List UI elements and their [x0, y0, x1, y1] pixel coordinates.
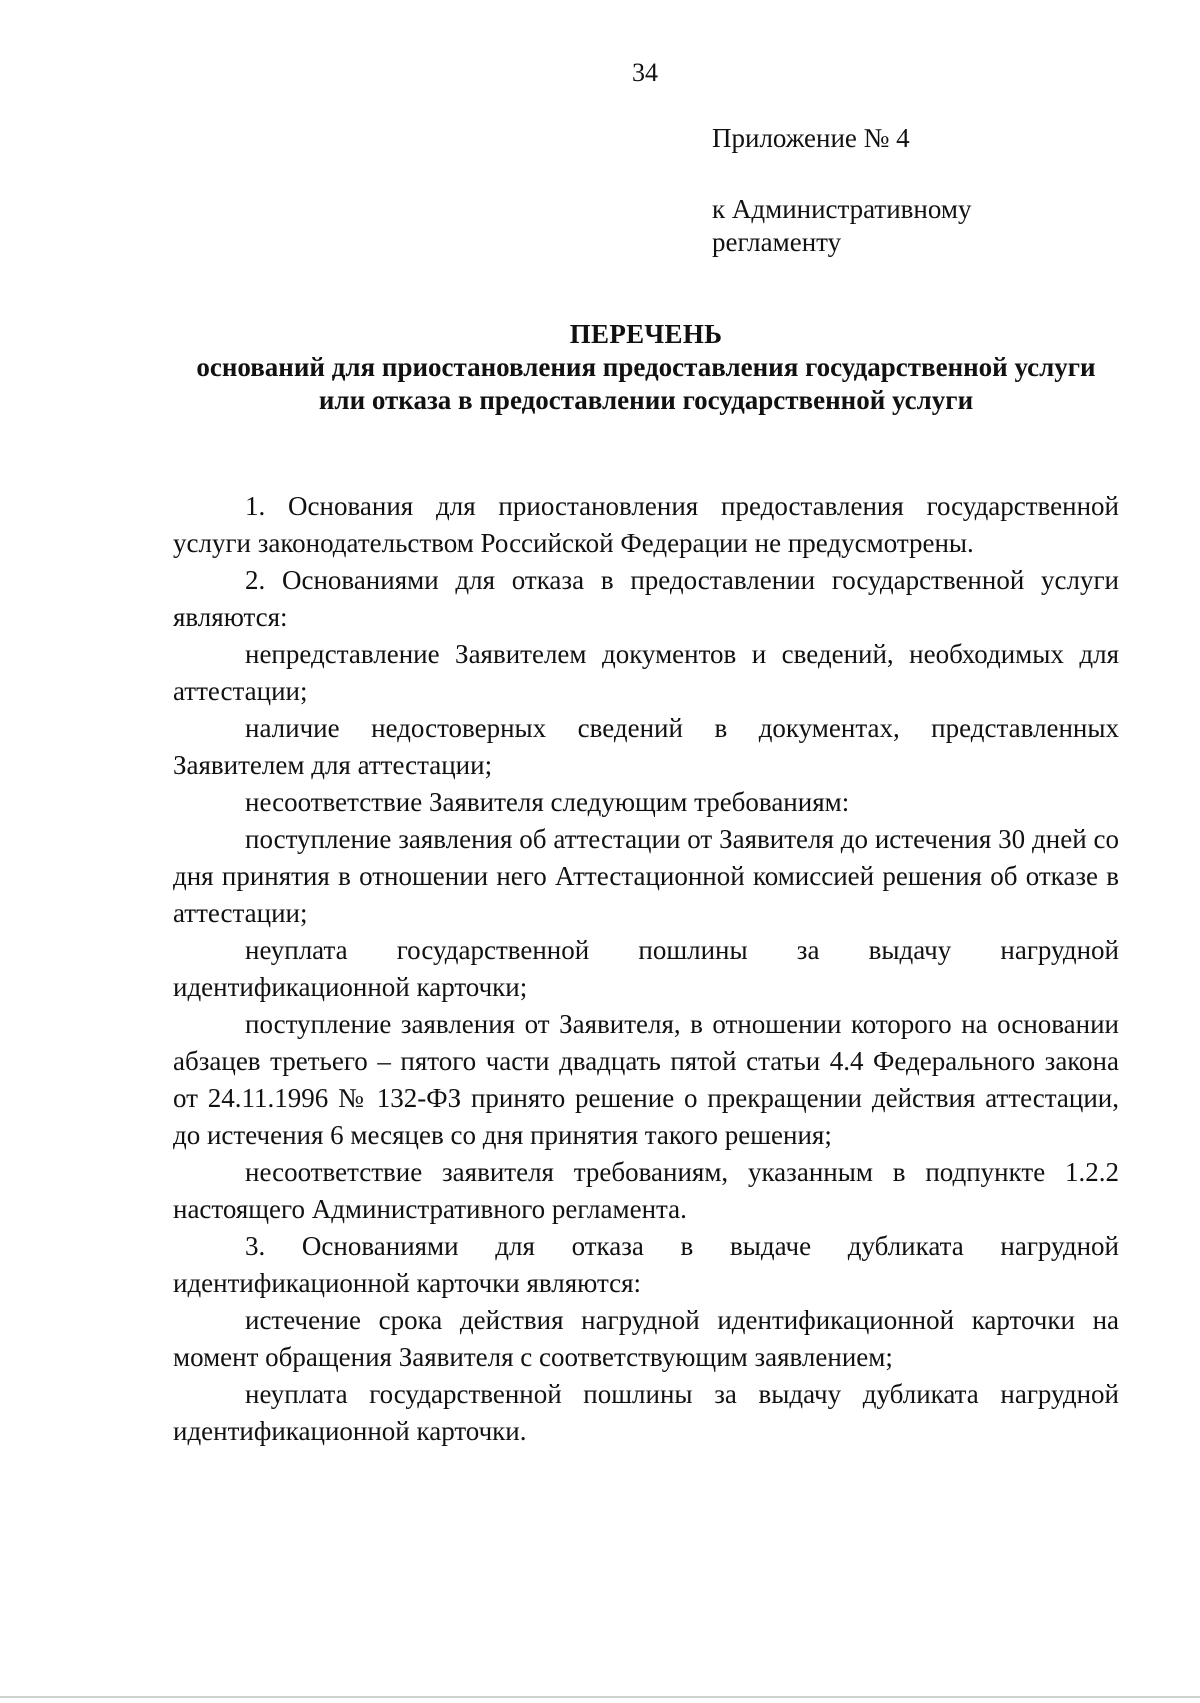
paragraph: несоответствие заявителя требованиям, указанным в подпункте 1.2.2 настоящего Административного регламента.: [173, 1157, 1119, 1224]
scan-edge-divider: [0, 1696, 1200, 1698]
annex-reference: к Административному регламенту: [712, 194, 972, 257]
title-subtitle: оснований для приостановления предоставления государственной услуги или отказа в предоставлении государственной услуги: [196, 352, 1096, 415]
paragraph: истечение срока действия нагрудной идентификационной карточки на момент обращения Заявителя с соответствующим заявлением;: [173, 1305, 1119, 1372]
paragraph: непредставление Заявителем документов и сведений, необходимых для аттестации;: [173, 639, 1119, 706]
paragraph: наличие недостоверных сведений в документах, представленных Заявителем для аттестации;: [173, 713, 1119, 780]
paragraph: 1. Основания для приостановления предоставления государственной услуги законодательством Российской Федерации не предусмотрены.: [173, 491, 1119, 558]
annex-number: Приложение № 4: [712, 123, 910, 153]
document-body: [173, 488, 1119, 1450]
paragraph: неуплата государственной пошлины за выдачу нагрудной идентификационной карточки;: [173, 935, 1119, 1002]
paragraph: неуплата государственной пошлины за выдачу дубликата нагрудной идентификационной карточки.: [173, 1379, 1119, 1446]
paragraph: 2. Основаниями для отказа в предоставлении государственной услуги являются:: [173, 565, 1119, 632]
paragraph: 3. Основаниями для отказа в выдаче дубликата нагрудной идентификационной карточки являются:: [173, 1231, 1119, 1298]
paragraph: поступление заявления об аттестации от Заявителя до истечения 30 дней со дня принятия в отношении него Аттестационной комиссией решения об отказе в аттестации;: [173, 824, 1119, 928]
paragraph: несоответствие Заявителя следующим требованиям:: [245, 787, 850, 817]
title-main: ПЕРЕЧЕНЬ: [569, 319, 723, 349]
annex-header: [712, 122, 1052, 259]
paragraph: поступление заявления от Заявителя, в отношении которого на основании абзацев третьего – пятого части двадцать пятой статьи 4.4 Федерального закона от 24.11.1996 № 132-ФЗ принято решение о прекращении действия аттестации, до истечения 6 месяцев со дня принятия такого решения;: [173, 1009, 1119, 1150]
document-title: [173, 318, 1119, 417]
page-number: 34: [632, 58, 658, 87]
